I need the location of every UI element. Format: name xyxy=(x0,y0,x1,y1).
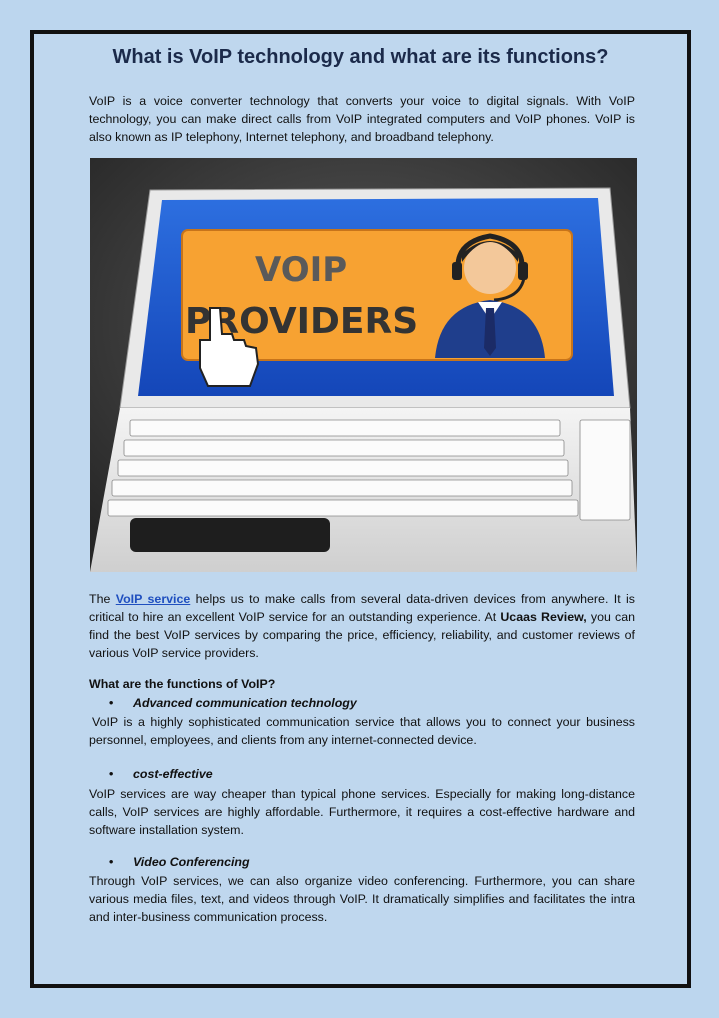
service-post: you can find the best VoIP services by comparing the price, efficiency, reliability, and customer reviews of various VoIP service providers. xyxy=(89,610,636,660)
bullet-item xyxy=(109,696,357,710)
document-page xyxy=(30,30,691,988)
bullet-icon: • xyxy=(109,696,114,710)
intro-paragraph: VoIP is a voice converter technology that converts your voice to digital signals. With VoIP technology, you can make direct calls from VoIP integrated computers and VoIP phones. VoIP is also known as IP telephony, Internet telephony, and broadband telephony. xyxy=(89,94,635,144)
banner-line1: VOIP xyxy=(255,250,348,290)
bullet-title: cost-effective xyxy=(133,767,213,781)
service-paragraph xyxy=(89,590,635,662)
bullet-item xyxy=(109,767,213,781)
banner-line2: PROVIDERS xyxy=(185,301,419,342)
bullet-description: Through VoIP services, we can also organize video conferencing. Furthermore, you can share various media files, text, and videos through VoIP. It dramatically simplifies and facilitates the intra and inter-business communication process. xyxy=(89,874,635,924)
bullet-title: Video Conferencing xyxy=(133,855,250,869)
voip-service-link[interactable]: VoIP service xyxy=(115,592,191,606)
functions-heading: What are the functions of VoIP? xyxy=(89,677,276,691)
voip-laptop-illustration xyxy=(90,158,637,572)
page-title: What is VoIP technology and what are its functions? xyxy=(112,46,609,68)
service-pre: The xyxy=(89,592,116,606)
laptop-graphic xyxy=(90,158,637,572)
bullet-description: VoIP is a highly sophisticated communication service that allows you to connect your business personnel, employees, and clients from any internet-connected device. xyxy=(89,715,635,747)
bullet-title: Advanced communication technology xyxy=(133,696,357,710)
bullet-item xyxy=(109,855,250,869)
bullet-description: VoIP services are way cheaper than typical phone services. Especially for making long-distance calls, VoIP services are highly affordable. Furthermore, it requires a cost-effective hardware and software installation system. xyxy=(89,787,635,837)
bullet-icon: • xyxy=(109,855,114,869)
brand-name: Ucaas Review, xyxy=(500,610,587,624)
service-mid: helps us to make calls from several data-driven devices from anywhere. It is critical to hire an excellent VoIP service for an outstanding experience. At xyxy=(89,592,636,624)
bullet-icon: • xyxy=(109,767,114,781)
